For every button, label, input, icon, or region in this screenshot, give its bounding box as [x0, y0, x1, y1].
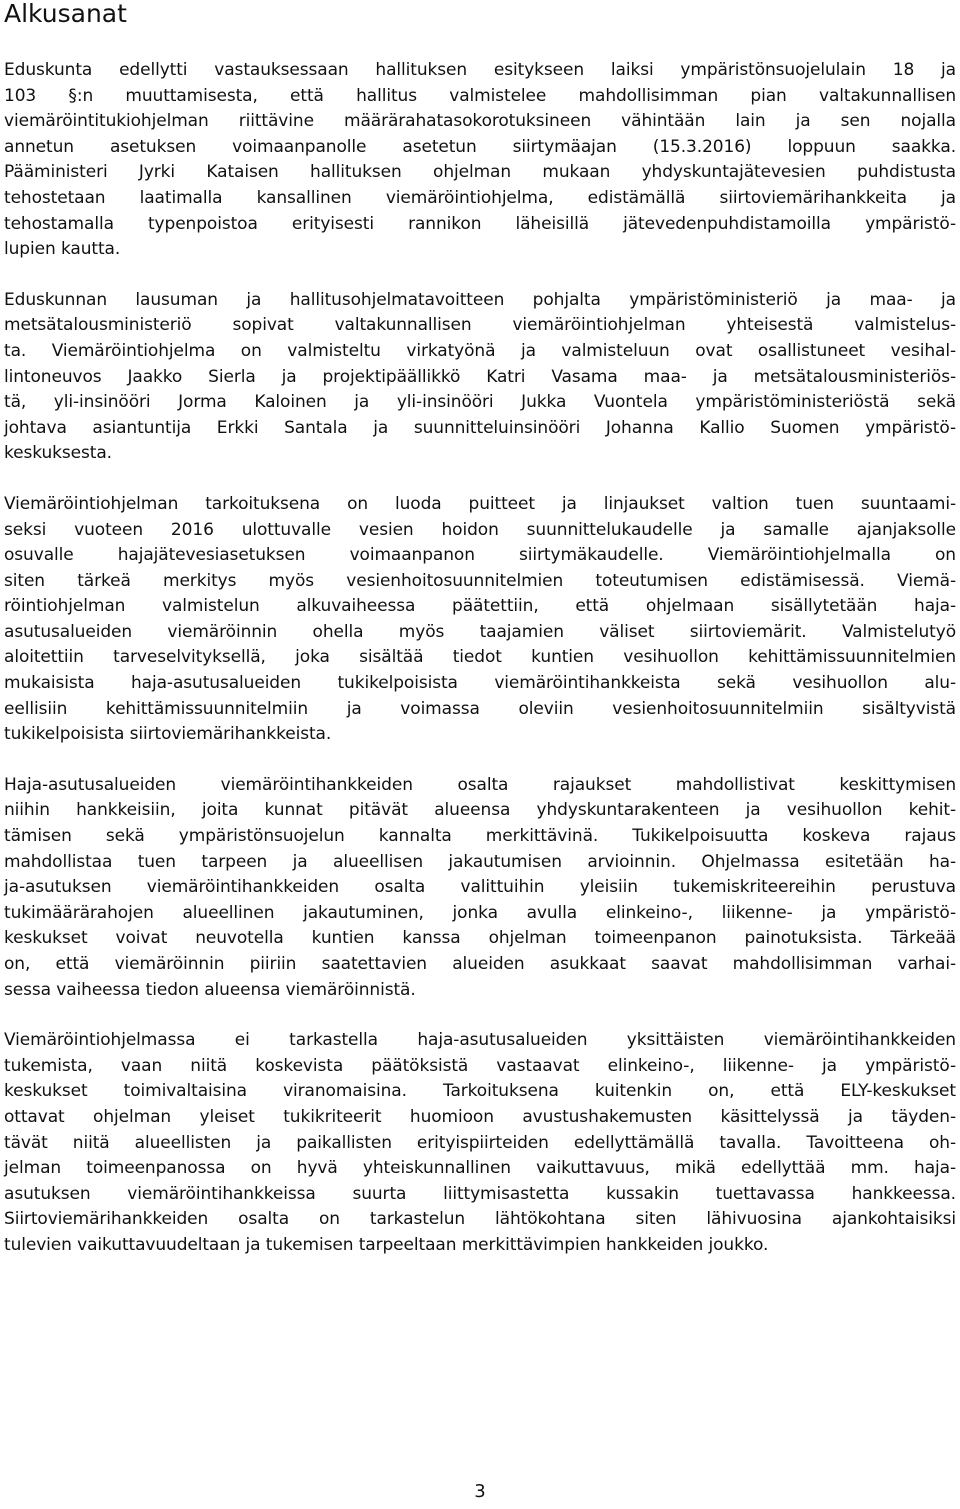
text-line: siten tärkeä merkitys myös vesienhoitosuunnitelmien toteutumisen edistämisessä. Viemä- [4, 570, 956, 591]
text-line: lintoneuvos Jaakko Sierla ja projektipäällikkö Katri Vasama maa- ja metsätalousministeriös- [4, 366, 956, 387]
text-line: tukimäärärahojen alueellinen jakautuminen, jonka avulla elinkeino-, liikenne- ja ympäristö- [4, 902, 956, 923]
page-heading: Alkusanat [4, 0, 127, 28]
text-line: mukaisista haja-asutusalueiden tukikelpoisista viemäröintihankkeista sekä vesihuollon alu- [4, 673, 956, 694]
text-line: Viemäröintiohjelman tarkoituksena on luoda puitteet ja linjaukset valtion tuen suuntaami- [4, 493, 956, 514]
paragraph-2 [4, 288, 956, 467]
text-line: jelman toimeenpanossa on hyvä yhteiskunnallinen vaikuttavuus, mikä edellyttää mm. haja- [4, 1158, 956, 1179]
text-line: tämisen sekä ympäristönsuojelun kannalta merkittävinä. Tukikelpoisuutta koskeva rajaus [4, 826, 956, 847]
text-line: tehostamalla typenpoistoa erityisesti rannikon läheisillä jätevedenpuhdistamoilla ympäristö- [4, 213, 956, 234]
text-line: lupien kautta. [4, 239, 121, 260]
paragraph-1 [4, 58, 956, 263]
text-line: eellisiin kehittämissuunnitelmiin ja voimassa oleviin vesienhoitosuunnitelmiin sisältyvistä [4, 698, 956, 719]
text-line: osuvalle hajajätevesiasetuksen voimaanpanon siirtymäkaudelle. Viemäröintiohjelmalla on [4, 545, 956, 566]
text-line: asutusalueiden viemäröinnin ohella myös taajamien väliset siirtoviemärit. Valmistelutyö [4, 621, 956, 642]
text-line: keskuksesta. [4, 443, 112, 464]
text-line: annetun asetuksen voimaanpanolle asetetun siirtymäajan (15.3.2016) loppuun saakka. [4, 136, 956, 157]
text-line: on, että viemäröinnin piiriin saatettavien alueiden asukkaat saavat mahdollisimman varhai- [4, 954, 956, 974]
paragraph-3 [4, 492, 956, 748]
text-line: ja-asutuksen viemäröintihankkeiden osalta valittuihin yleisiin tukemiskriteereihin perustuva [4, 877, 956, 898]
text-line: tukikelpoisista siirtoviemärihankkeista. [4, 724, 332, 745]
text-line: seksi vuoteen 2016 ulottuvalle vesien hoidon suunnittelukaudelle ja samalle ajanjaksolle [4, 519, 956, 540]
text-line: johtava asiantuntija Erkki Santala ja suunnitteluinsinööri Johanna Kallio Suomen ympäristö- [4, 417, 956, 438]
text-line: aloitettiin tarveselvityksellä, joka sisältää tiedot kuntien vesihuollon kehittämissuunnitelmien [4, 647, 956, 668]
text-line: tävät niitä alueellisten ja paikallisten erityispiirteiden edellyttämällä tavalla. Tavoitteena oh- [4, 1132, 956, 1153]
text-line: niihin hankkeisiin, joita kunnat pitävät alueensa yhdyskuntarakenteen ja vesihuollon kehit- [4, 800, 956, 821]
text-line: tehostetaan laatimalla kansallinen viemäröintiohjelma, edistämällä siirtoviemärihankkeita ja [4, 187, 956, 208]
text-line: Eduskunta edellytti vastauksessaan hallituksen esitykseen laiksi ympäristönsuojelulain 18 ja [4, 60, 956, 80]
text-line: tulevien vaikuttavuudeltaan ja tukemisen tarpeeltaan merkittävimpien hankkeiden joukko. [4, 1234, 769, 1255]
text-line: mahdollistaa tuen tarpeen ja alueellisen jakautumisen arvioinnin. Ohjelmassa esitetään ha- [4, 851, 956, 872]
text-line: röintiohjelman valmistelun alkuvaiheessa päätettiin, että ohjelmaan sisällytetään haja- [4, 596, 956, 617]
text-line: Haja-asutusalueiden viemäröintihankkeiden osalta rajaukset mahdollistivat keskittymisen [4, 774, 956, 795]
text-line: Eduskunnan lausuman ja hallitusohjelmatavoitteen pohjalta ympäristöministeriö ja maa- ja [4, 289, 956, 310]
text-line: viemäröintitukiohjelman riittävine määrärahatasokorotuksineen vähintään lain ja sen nojalla [4, 111, 956, 132]
paragraph-4 [4, 773, 956, 1003]
text-line: ottavat ohjelman yleiset tukikriteerit huomioon avustushakemusten käsittelyssä ja täyden- [4, 1106, 956, 1127]
text-line: tä, yli-insinööri Jorma Kaloinen ja yli-insinööri Jukka Vuontela ympäristöministeriöstä sekä [4, 392, 956, 413]
text-line: metsätalousministeriö sopivat valtakunnallisen viemäröintiohjelman yhteisestä valmistelus- [4, 315, 956, 336]
text-line: Viemäröintiohjelmassa ei tarkastella haja-asutusalueiden yksittäisten viemäröintihankkeiden [4, 1030, 956, 1051]
text-line: keskukset toimivaltaisina viranomaisina. Tarkoituksena kuitenkin on, että ELY-keskukset [4, 1081, 956, 1102]
document-body [4, 58, 956, 1284]
text-line: ta. Viemäröintiohjelma on valmisteltu virkatyönä ja valmisteluun ovat osallistuneet vesihal- [4, 340, 956, 361]
text-line: sessa vaiheessa tiedon alueensa viemäröinnistä. [4, 979, 416, 1000]
paragraph-5 [4, 1028, 956, 1258]
text-line: 103 §:n muuttamisesta, että hallitus valmistelee mahdollisimman pian valtakunnallisen [4, 85, 956, 106]
text-line: asutuksen viemäröintihankkeissa suurta liittymisastetta kussakin tuettavassa hankkeessa. [4, 1183, 956, 1204]
text-line: Siirtoviemärihankkeiden osalta on tarkastelun lähtökohtana siten lähivuosina ajankohtaisiksi [4, 1209, 956, 1230]
page-number: 3 [474, 1481, 486, 1502]
text-line: Pääministeri Jyrki Kataisen hallituksen ohjelman mukaan yhdyskuntajätevesien puhdistusta [4, 162, 956, 183]
text-line: tukemista, vaan niitä koskevista päätöksistä vastaavat elinkeino-, liikenne- ja ympäristö- [4, 1055, 956, 1076]
text-line: keskukset voivat neuvotella kuntien kanssa ohjelman toimeenpanon painotuksista. Tärkeää [4, 928, 956, 949]
